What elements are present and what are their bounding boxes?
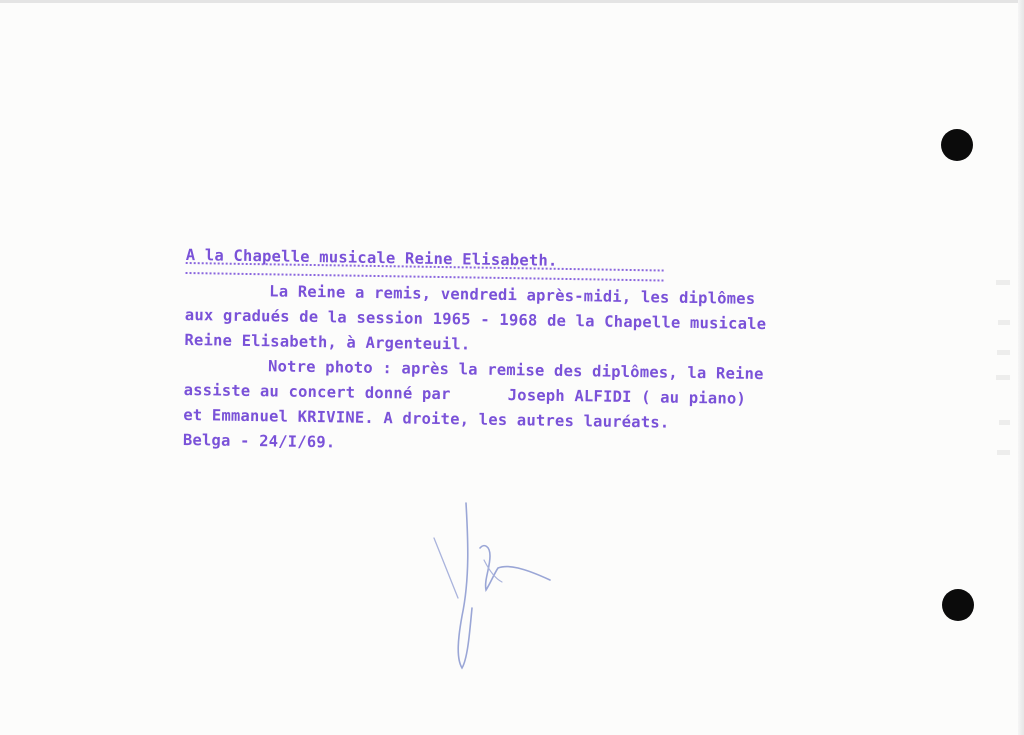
caption-line: Reine Elisabeth, à Argenteuil. [184, 330, 471, 354]
caption-credit: Belga - 24/I/69. [182, 430, 336, 452]
caption-title: A la Chapelle musicale Reine Elisabeth. [185, 245, 558, 270]
sheet-top-edge [0, 0, 1024, 3]
show-through-marks [994, 280, 1014, 460]
typed-caption [183, 243, 946, 465]
caption-line: et Emmanuel KRIVINE. A droite, les autres lauréats. [183, 405, 670, 432]
punch-hole-icon [942, 589, 974, 621]
caption-line: aux gradués de la session 1965 - 1968 de la Chapelle musicale [184, 305, 767, 334]
caption-line: assiste au concert donné par Joseph ALFIDI ( au piano) [183, 380, 747, 408]
punch-hole-icon [941, 129, 973, 161]
sheet-right-edge [1018, 0, 1024, 735]
handwritten-signature-icon [428, 498, 558, 673]
caption-line: Notre photo : après la remise des diplômes, la Reine [267, 357, 764, 384]
caption-line: La Reine a remis, vendredi après-midi, les diplômes [269, 282, 756, 308]
